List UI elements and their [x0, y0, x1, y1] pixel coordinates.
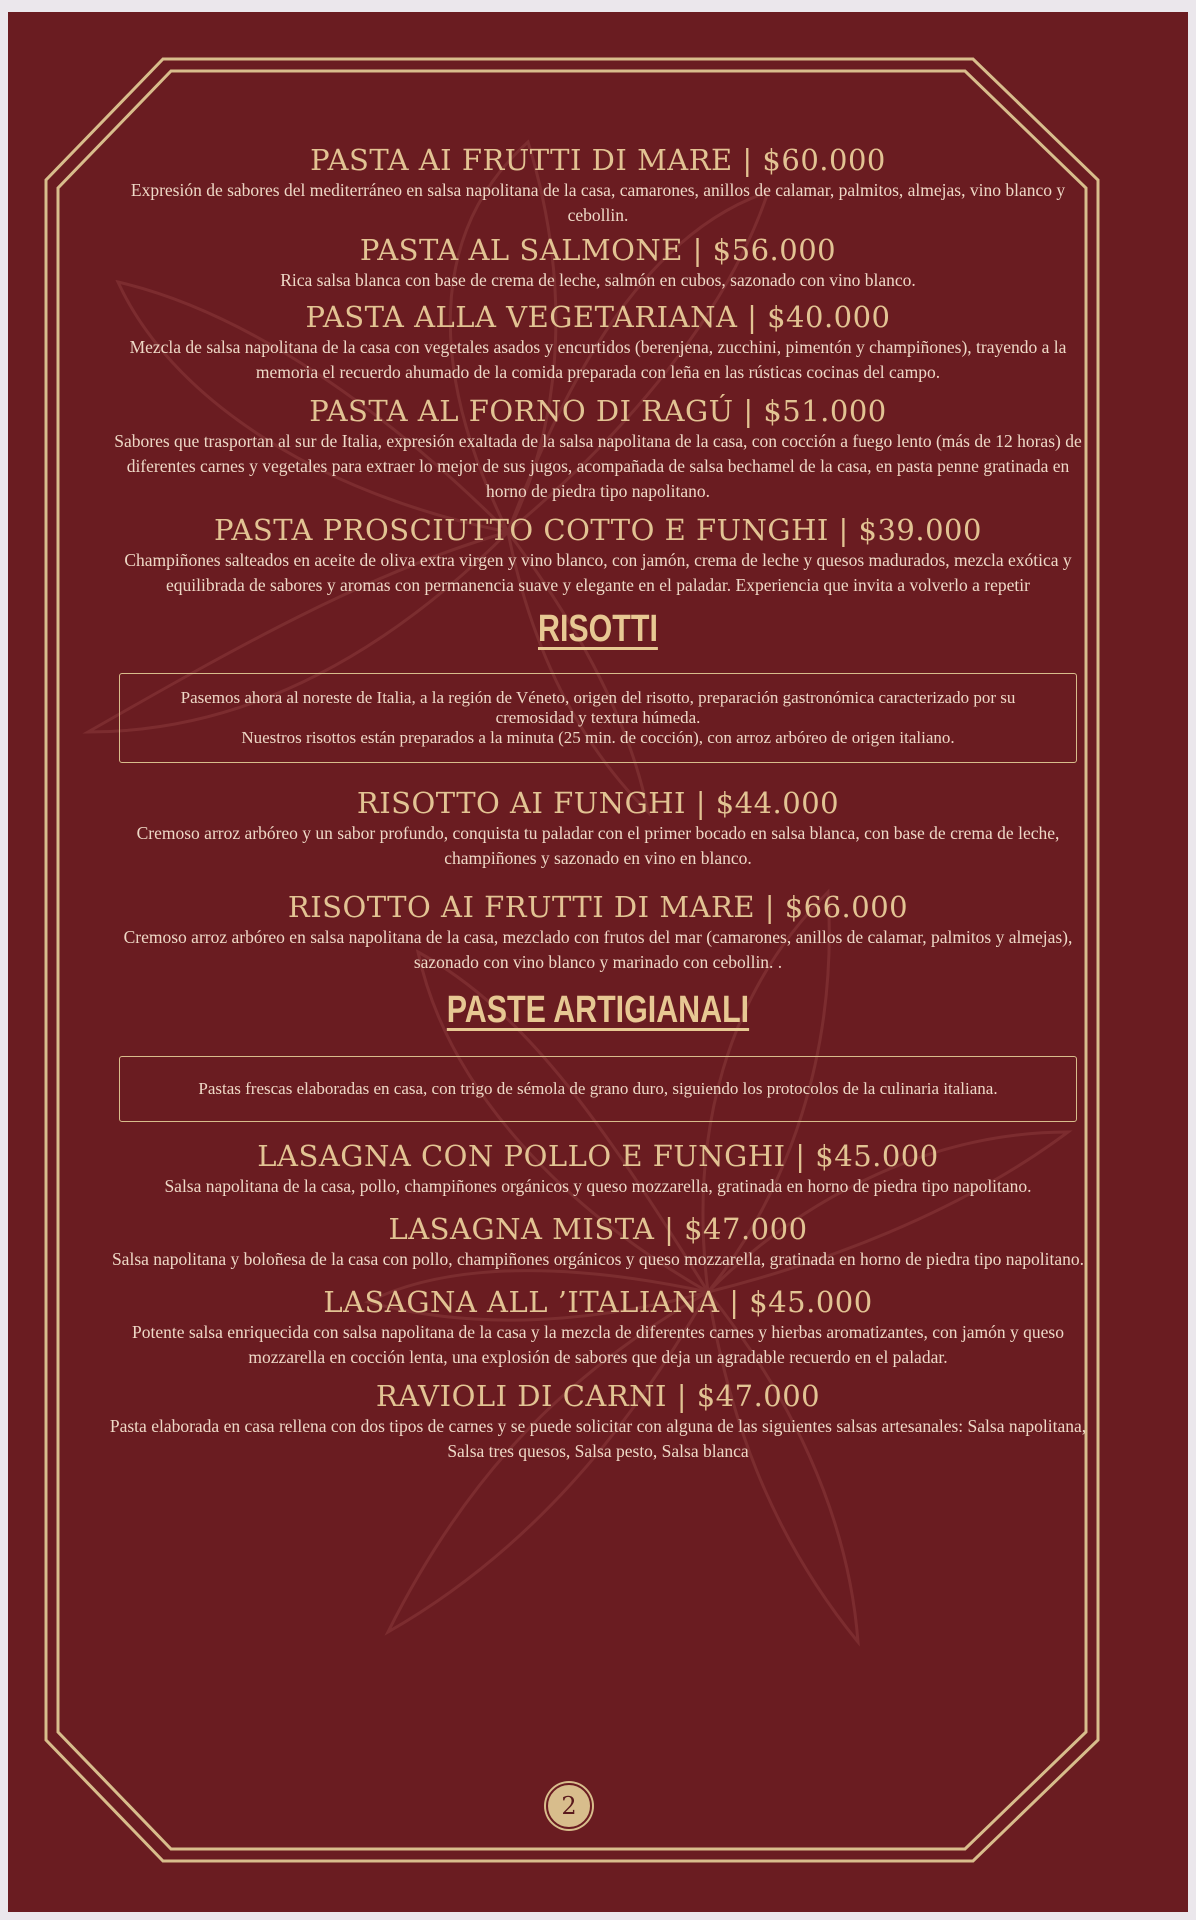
item-title: LASAGNA MISTA | $47.000 [388, 1212, 808, 1246]
item-title: LASAGNA ALL ’ITALIANA | $45.000 [323, 1285, 873, 1319]
intro-text: Pasemos ahora al noreste de Italia, a la región de Véneto, origen del risotto, preparación gastronómica caracterizado por su cremosidad y textura húmeda. [180, 688, 1016, 727]
item-title: RISOTTO AI FUNGHI | $44.000 [356, 786, 840, 820]
menu-item [98, 889, 1098, 975]
section-heading-wrap [98, 989, 1098, 1032]
risotti-intro-box [119, 673, 1077, 763]
menu-item [98, 1138, 1098, 1199]
item-description: Potente salsa enriquecida con salsa napolitana de la casa y la mezcla de diferentes carnes y hierbas aromatizantes, con jamón y queso mozzarella en cocción lenta, una explosión de sabores que deja un agradable recuerdo en el paladar. [132, 1322, 1064, 1367]
item-description: Mezcla de salsa napolitana de la casa con vegetales asados y encurtidos (berenjena, zucchini, pimentón y champiñones), trayendo a la memoria el recuerdo ahumado de la comida preparada con leña en las rústicas cocinas del campo. [129, 337, 1067, 382]
section-heading-wrap [98, 608, 1098, 651]
item-description: Salsa napolitana y boloñesa de la casa con pollo, champiñones orgánicos y queso mozzarella, gratinada en horno de piedra tipo napolitano. [111, 1249, 1085, 1269]
item-title: RISOTTO AI FRUTTI DI MARE | $66.000 [287, 890, 909, 924]
menu-item [98, 142, 1098, 228]
item-title: PASTA PROSCIUTTO COTTO E FUNGHI | $39.000 [214, 513, 982, 547]
menu-item [98, 1211, 1098, 1272]
menu-item [98, 785, 1098, 871]
menu-item [98, 1284, 1098, 1370]
menu-item [98, 393, 1098, 504]
intro-text: Nuestros risottos están preparados a la minuta (25 min. de cocción), con arroz arbóreo de origen italiano. [241, 728, 955, 747]
menu-item [98, 512, 1098, 598]
menu-page [8, 12, 1188, 1912]
item-description: Champiñones salteados en aceite de oliva extra virgen y vino blanco, con jamón, crema de leche y quesos madurados, mezcla exótica y equilibrada de sabores y aromas con permanencia suave y elegante en el paladar. Experiencia que invita a volverlo a repetir [124, 550, 1072, 595]
item-title: PASTA ALLA VEGETARIANA | $40.000 [305, 300, 891, 334]
item-description: Rica salsa blanca con base de crema de leche, salmón en cubos, sazonado con vino blanco. [280, 270, 916, 290]
item-title: RAVIOLI DI CARNI | $47.000 [375, 1379, 821, 1413]
item-description: Cremoso arroz arbóreo y un sabor profundo, conquista tu paladar con el primer bocado en salsa blanca, con base de crema de leche, champiñones y sazonado en vino en blanco. [136, 823, 1060, 868]
item-description: Cremoso arroz arbóreo en salsa napolitana de la casa, mezclado con frutos del mar (camarones, anillos de calamar, palmitos y almejas), sazonado con vino blanco y marinado con cebollin. . [123, 927, 1073, 972]
item-description: Expresión de sabores del mediterráneo en salsa napolitana de la casa, camarones, anillos de calamar, palmitos, almejas, vino blanco y cebollin. [130, 180, 1066, 225]
item-title: PASTA AL SALMONE | $56.000 [359, 233, 837, 267]
page-number-badge: 2 [546, 1783, 592, 1829]
paste-intro-box [119, 1056, 1077, 1122]
item-description: Salsa napolitana de la casa, pollo, champiñones orgánicos y queso mozzarella, gratinada en horno de piedra tipo napolitano. [164, 1176, 1032, 1196]
menu-content [98, 142, 1098, 1464]
item-title: PASTA AL FORNO DI RAGÚ | $51.000 [309, 394, 887, 428]
item-title: LASAGNA CON POLLO E FUNGHI | $45.000 [257, 1139, 939, 1173]
menu-item [98, 232, 1098, 293]
intro-text: Pastas frescas elaboradas en casa, con trigo de sémola de grano duro, siguiendo los protocolos de la culinaria italiana. [198, 1079, 998, 1098]
menu-item [98, 1378, 1098, 1464]
item-description: Pasta elaborada en casa rellena con dos tipos de carnes y se puede solicitar con alguna de las siguientes salsas artesanales: Salsa napolitana, Salsa tres quesos, Salsa pesto, Salsa blanca [109, 1416, 1087, 1461]
section-title-risotti: RISOTTI [538, 608, 658, 650]
section-title-paste-artigianali: PASTE ARTIGIANALI [446, 989, 750, 1031]
item-description: Sabores que trasportan al sur de Italia, expresión exaltada de la salsa napolitana de la casa, con cocción a fuego lento (más de 12 horas) de diferentes carnes y vegetales para extraer lo mejor de sus jugos, acompañada de salsa bechamel de la casa, en pasta penne gratinada en horno de piedra tipo napolitano. [114, 431, 1082, 501]
menu-item [98, 299, 1098, 385]
item-title: PASTA AI FRUTTI DI MARE | $60.000 [310, 143, 886, 177]
